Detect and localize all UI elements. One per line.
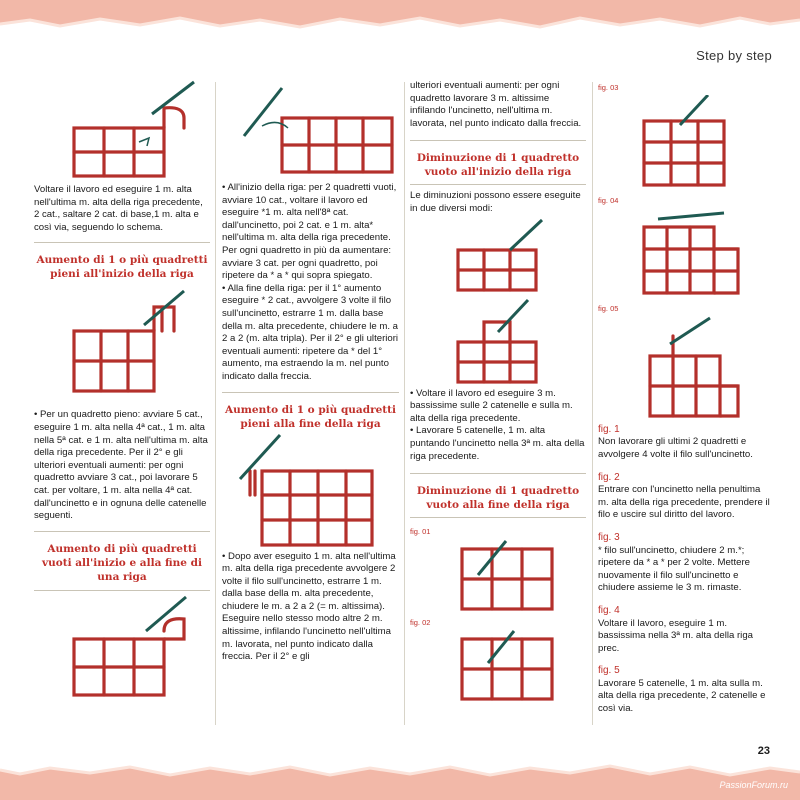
crochet-diagram-filled-increase-end	[222, 431, 399, 551]
crochet-diagram-fig-05	[598, 316, 770, 420]
torn-paper-top	[0, 0, 800, 36]
paragraph: • Voltare il lavoro ed eseguire 3 m. bassissime sulle 2 catenelle e sulla m. alta della riga precedente.	[410, 387, 573, 424]
column-4	[598, 82, 770, 725]
section-heading: Diminuzione di 1 quadretto vuoto all'inizio della riga	[416, 152, 580, 179]
figure-caption: Voltare il lavoro, eseguire 1 m. bassissima nella 3ª m. alta della riga prec.	[598, 617, 753, 654]
figure-label: fig. 04	[598, 195, 619, 205]
paragraph: • Lavorare 5 catenelle, 1 m. alta puntando l'uncinetto nella 3ª m. alta della riga precedente.	[410, 425, 585, 462]
figure-number: fig. 1	[598, 423, 620, 435]
divider	[410, 517, 586, 518]
crochet-diagram-fig-02	[410, 629, 586, 703]
watermark: PassionForum.ru	[719, 780, 788, 790]
page-number: 23	[757, 745, 770, 757]
divider	[34, 242, 210, 243]
divider	[410, 140, 586, 141]
column-divider	[592, 82, 593, 725]
crochet-diagram-fig-04	[598, 207, 770, 299]
paragraph: Per ogni quadretto in più da aumentare: avviare 3 cat. per ogni quadretto, poi ripetere da * a * qui sopra spiegato.	[222, 244, 392, 282]
figure-label: fig. 01	[410, 527, 431, 537]
figure-caption: Lavorare 5 catenelle, 1 m. alta sulla m. alta della riga precedente, 2 catenelle e così via.	[598, 677, 766, 715]
column-3	[410, 80, 586, 725]
figure-number: fig. 3	[598, 531, 620, 543]
crochet-diagram-decrease-start-1	[410, 216, 586, 296]
crochet-diagram-filled-increase	[34, 281, 210, 409]
divider	[222, 392, 399, 393]
figure-caption: Non lavorare gli ultimi 2 quadretti e avvolgere 4 volte il filo sull'uncinetto.	[598, 436, 753, 460]
crochet-diagram-decrease-start-2	[410, 296, 586, 388]
paragraph: Le diminuzioni possono essere eseguite in due diversi modi:	[410, 190, 581, 214]
figure-caption: Entrare con l'uncinetto nella penultima m. alta della riga precedente, prendere il filo e uscire sul diritto del lavoro.	[598, 484, 770, 521]
paragraph: • Per un quadretto pieno: avviare 5 cat., eseguire 1 m. alta nella 4ª cat., 1 m. alta nella 5ª cat. e 1 m. alta nell'ultima m. alta della riga precedente. Per il 2° e gli ulteriori eventuali aumenti: per ogni quadretto avviare 3 cat., poi lavorare 5 cat. per voltare, 1 m. alta nella 4ª cat. dall'uncinetto e in ognuna delle catenelle seguenti.	[34, 409, 208, 522]
section-heading: Aumento di 1 o più quadretti pieni all'inizio della riga	[36, 254, 208, 281]
section-heading: Aumento di più quadretti vuoti all'inizio e alla fine di una riga	[42, 542, 202, 583]
paragraph: • Dopo aver eseguito 1 m. alta nell'ultima m. alta della riga precedente avvolgere 2 volte il filo sull'uncinetto, estrarre 1 m. dalla base della m. alta precedente, chiudere le m. a 2 a 2 (= m. altissima).	[222, 550, 396, 612]
crochet-diagram-turn-row	[34, 78, 210, 182]
paragraph: Voltare il lavoro ed eseguire 1 m. alta nell'ultima m. alta della riga precedente, 2 cat., saltare 2 cat. di base,1 m. alta e così via, seguendo lo schema.	[34, 184, 203, 233]
paragraph: Eseguire nello stesso modo altre 2 m. altissime, infilando l'uncinetto nell'ultima m. lavorata, nel punto indicato dalla freccia. Per il 2° e gli	[222, 613, 391, 663]
crochet-diagram-empty-increase	[34, 591, 210, 701]
figure-number: fig. 2	[598, 471, 620, 483]
paragraph: ulteriori eventuali aumenti: per ogni quadretto lavorare 3 m. altissime infilando l'uncinetto, nell'ultima m. lavorata, nel punto indicato dalla freccia.	[410, 80, 582, 129]
column-divider	[215, 82, 216, 725]
figure-label: fig. 05	[598, 304, 619, 314]
section-heading: Aumento di 1 o più quadretti pieni alla fine della riga	[225, 403, 396, 430]
divider	[34, 531, 210, 532]
figure-number: fig. 5	[598, 665, 620, 677]
paragraph: • Alla fine della riga: per il 1° aumento eseguire * 2 cat., avvolgere 3 volte il filo sull'uncinetto, estrarre 1 m. dalla base della m. alta precedente, chiudere le m. a 2 a 2 (m. alta tripla). Per il 2° e gli ulteriori eventuali aumenti: ripetere da * del 1° aumento, ma estraendo la m. nel punto indicato dalla freccia.	[222, 282, 399, 382]
crochet-diagram-fig-03	[598, 95, 770, 191]
figure-label: fig. 02	[410, 617, 431, 627]
section-header: Step by step	[696, 48, 772, 63]
figure-number: fig. 4	[598, 604, 620, 616]
figure-label: fig. 03	[598, 83, 619, 92]
crochet-diagram-fig-01	[410, 539, 586, 617]
figure-caption: * filo sull'uncinetto, chiudere 2 m.*; ripetere da * a * per 2 volte. Mettere nuovamente il filo sull'uncinetto e chiudere assieme le 3 m. rimaste.	[598, 544, 750, 594]
torn-paper-bottom	[0, 762, 800, 800]
divider	[410, 184, 586, 185]
column-1	[34, 78, 210, 725]
divider	[410, 473, 586, 474]
section-heading: Diminuzione di 1 quadretto vuoto alla fine della riga	[416, 485, 580, 512]
column-divider	[404, 82, 405, 725]
paragraph: • All'inizio della riga: per 2 quadretti vuoti, avviare 10 cat., voltare il lavoro ed eseguire *1 m. alta nell'8ª cat. dall'uncinetto, poi 2 cat. e 1 m. alta* nell'ultima m. alta della riga precedente.	[222, 182, 397, 244]
crochet-diagram-empty-increase-start	[222, 78, 399, 178]
column-2	[222, 78, 399, 725]
